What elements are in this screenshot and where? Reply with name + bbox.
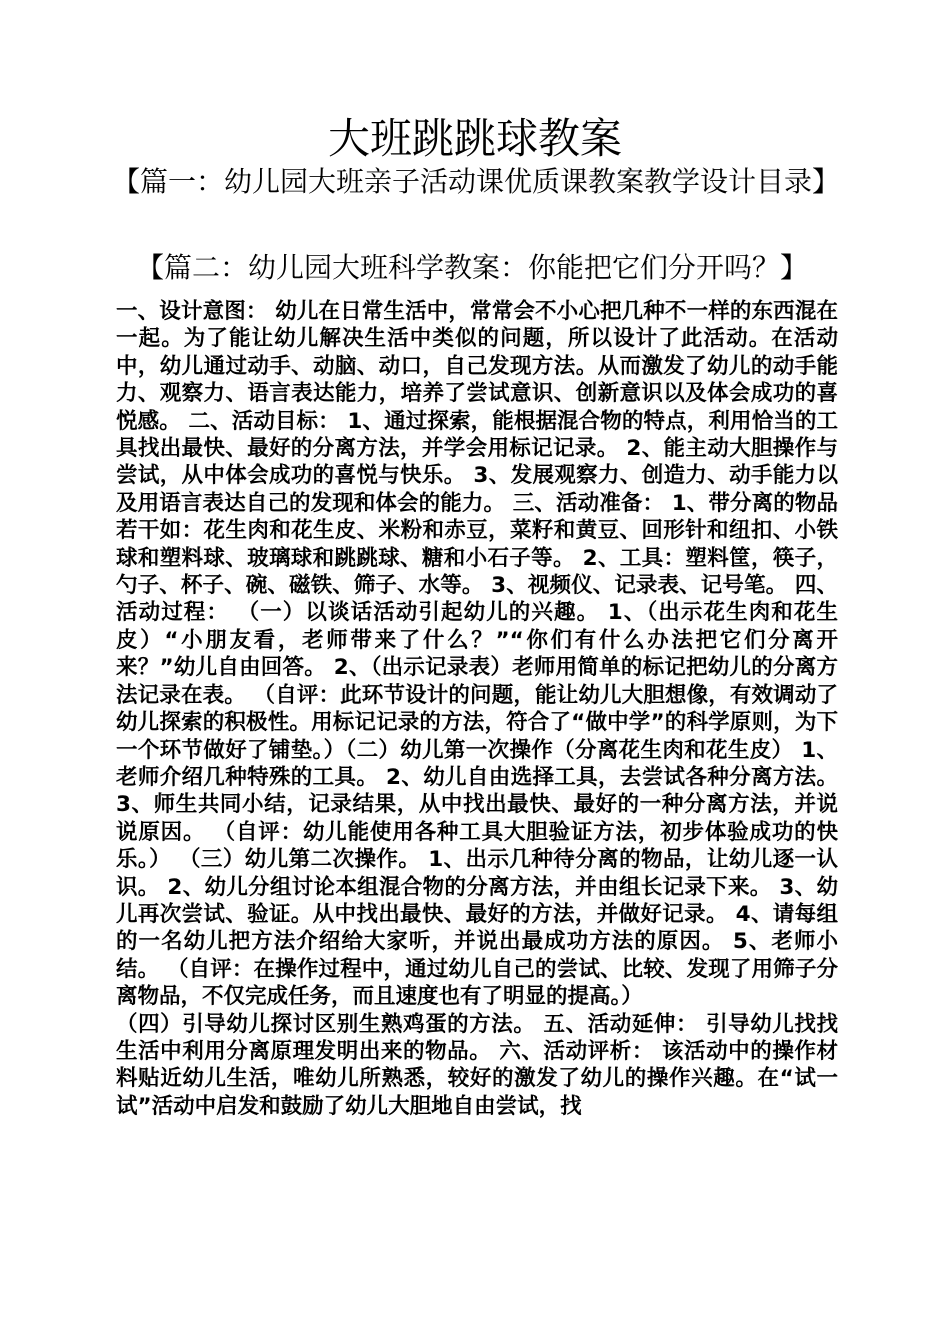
document-title: 大班跳跳球教案 (327, 114, 622, 163)
body-paragraph: （四）引导幼儿探讨区别生熟鸡蛋的方法。 五、活动延伸： 引导幼儿找找生活中利用分离原理发明出来的物品。 六、活动评析： 该活动中的操作材料贴近幼儿生活，唯幼儿所熟悉，较好的激发了幼儿的操作兴趣。在“试一试”活动中启发和鼓励了幼儿大胆地自由尝试，找 (116, 1011, 838, 1119)
section-heading-one: 【篇一：幼儿园大班亲子活动课优质课教案教学设计目录】 (112, 165, 841, 198)
body-paragraph: 一、设计意图： 幼儿在日常生活中，常常会不小心把几种不一样的东西混在一起。为了能让幼儿解决生活中类似的问题，所以设计了此活动。在活动中，幼儿通过动手、动脑、动口，自己发现方法。从而激发了幼儿的动手能力、观察力、语言表达能力，培养了尝试意识、创新意识以及体会成功的喜悦感。 二、活动目标： 1、通过探索，能根据混合物的特点，利用恰当的工具找出最快、最好的分离方法，并学会用标记记录。 2、能主动大胆操作与尝试，从中体会成功的喜悦与快乐。 3、发展观察力、创造力、动手能力以及用语言表达自己的发现和体会的能力。 三、活动准备： 1、带分离的物品若干如：花生肉和花生皮、米粉和赤豆，菜籽和黄豆、回形针和纽扣、小铁球和塑料球、玻璃球和跳跳球、糖和小石子等。 2、工具：塑料筐，筷子，勺子、杯子、碗、磁铁、筛子、水等。 3、视频仪、记录表、记号笔。 四、活动过程： （一）以谈话活动引起幼儿的兴趣。 1、（出示花生肉和花生皮）“小朋友看，老师带来了什么？”“你们有什么办法把它们分离开来？”幼儿自由回答。 2、（出示记录表）老师用简单的标记把幼儿的分离方法记录在表。 （自评：此环节设计的问题，能让幼儿大胆想像，有效调动了幼儿探索的积极性。用标记记录的方法，符合了“做中学”的科学原则，为下一个环节做好了铺垫。）（二）幼儿第一次操作（分离花生肉和花生皮） 1、老师介绍几种特殊的工具。 2、幼儿自由选择工具，去尝试各种分离方法。 3、师生共同小结，记录结果，从中找出最快、最好的一种分离方法，并说说原因。 （自评：幼儿能使用各种工具大胆验证方法，初步体验成功的快乐。） （三）幼儿第二次操作。 1、出示几种待分离的物品，让幼儿逐一认识。 2、幼儿分组讨论本组混合物的分离方法，并由组长记录下来。 3、幼儿再次尝试、验证。从中找出最快、最好的方法，并做好记录。 4、请每组的一名幼儿把方法介绍给大家听，并说出最成功方法的原因。 5、老师小结。 （自评：在操作过程中，通过幼儿自己的尝试、比较、发现了用筛子分离物品，不仅完成任务，而且速度也有了明显的提高。） (116, 299, 838, 1010)
section-heading-two: 【篇二：幼儿园大班科学教案：你能把它们分开吗？】 (135, 251, 808, 284)
lesson-plan-body (116, 298, 838, 1120)
